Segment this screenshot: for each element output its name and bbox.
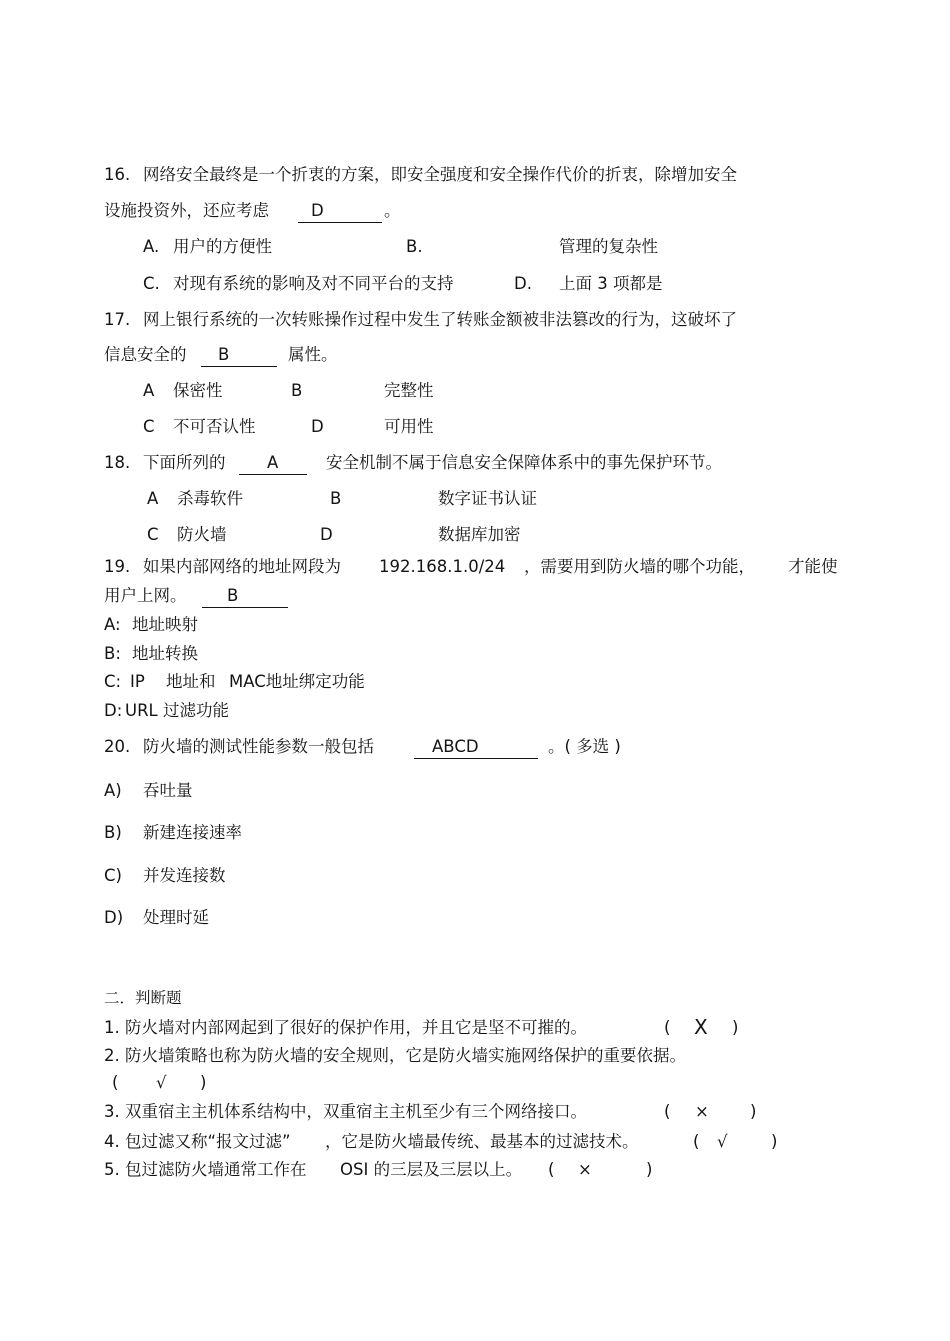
answer-blank — [201, 344, 277, 367]
question-number: 18. — [104, 453, 131, 472]
answer-value: A — [267, 453, 279, 472]
question-number: 20. — [104, 737, 131, 756]
question-text: ，需要用到防火墙的哪个功能， — [524, 557, 755, 576]
option-letter: C — [147, 525, 159, 544]
option-letter: B — [330, 489, 342, 508]
tf-paren-open: ( — [664, 1018, 671, 1037]
tf-mark: × — [578, 1160, 592, 1179]
option-text: 完整性 — [384, 381, 434, 400]
answer-value: D — [311, 201, 324, 220]
option-letter: D — [311, 417, 324, 436]
option-letter: B: — [104, 644, 121, 663]
option-text: 新建连接速率 — [143, 823, 242, 842]
tf-paren-close: ) — [200, 1073, 207, 1092]
option-letter: A) — [104, 781, 122, 800]
answer-blank — [414, 736, 538, 759]
ip-address: 192.168.1.0/24 — [379, 557, 506, 576]
question-number: 16. — [104, 165, 131, 184]
option-text: 用户的方便性 — [173, 237, 272, 256]
question-text-cont: 用户上网。 — [104, 586, 187, 605]
option-letter: A: — [104, 615, 121, 634]
option-text: IP — [130, 672, 145, 691]
answer-blank — [239, 452, 307, 475]
option-letter: D) — [104, 908, 124, 927]
tf-paren-open: ( — [664, 1102, 671, 1121]
tf-paren-close: ) — [750, 1102, 757, 1121]
answer-value: ABCD — [432, 737, 479, 756]
answer-value: B — [218, 345, 230, 364]
option-letter: B. — [406, 237, 423, 256]
option-text: MAC地址绑定功能 — [229, 672, 365, 691]
option-letter: B — [291, 381, 303, 400]
tf-statement: 4. 包过滤又称“报文过滤” — [104, 1132, 291, 1151]
section-title: 二．判断题 — [104, 989, 182, 1007]
option-letter: D: — [104, 701, 123, 720]
tf-statement: 2. 防火墙策略也称为防火墙的安全规则，它是防火墙实施网络保护的重要依据。 — [104, 1046, 686, 1065]
option-text: 地址转换 — [132, 644, 198, 663]
tf-paren-close: ) — [646, 1160, 653, 1179]
option-letter: A. — [143, 237, 160, 256]
option-letter: C) — [104, 866, 122, 885]
option-text: 地址映射 — [132, 615, 198, 634]
question-text: 防火墙的测试性能参数一般包括 — [143, 737, 374, 756]
tf-paren-close: ) — [732, 1018, 739, 1037]
tf-mark: X — [694, 1015, 708, 1039]
option-letter: C: — [104, 672, 122, 691]
tf-mark: × — [695, 1102, 709, 1121]
option-text: 吞吐量 — [143, 781, 193, 800]
option-text: 可用性 — [384, 417, 434, 436]
question-text: 下面所列的 — [143, 453, 226, 472]
question-text: 网上银行系统的一次转账操作过程中发生了转账金额被非法篡改的行为，这破坏了 — [143, 310, 737, 329]
answer-value: B — [227, 586, 239, 605]
question-number: 17. — [104, 310, 131, 329]
question-text: 才能使 — [788, 557, 838, 576]
question-end: 。( 多选 ) — [548, 737, 621, 756]
tf-paren-close: ) — [771, 1132, 778, 1151]
question-end: 。 — [384, 201, 401, 220]
tf-statement-cont: ，它是防火墙最传统、最基本的过滤技术。 — [325, 1132, 639, 1151]
option-letter: A — [143, 381, 155, 400]
option-text: 杀毒软件 — [177, 489, 243, 508]
tf-mark: √ — [156, 1073, 167, 1092]
option-text: 数字证书认证 — [438, 489, 537, 508]
tf-statement: 5. 包过滤防火墙通常工作在 — [104, 1160, 307, 1179]
option-text: 保密性 — [173, 381, 223, 400]
question-number: 19. — [104, 557, 131, 576]
option-text: 管理的复杂性 — [559, 237, 658, 256]
option-letter: C. — [143, 274, 160, 293]
option-text: 不可否认性 — [173, 417, 256, 436]
question-text-cont: 信息安全的 — [104, 345, 187, 364]
option-text: 处理时延 — [143, 908, 209, 927]
option-letter: B) — [104, 823, 122, 842]
tf-statement: 1. 防火墙对内部网起到了很好的保护作用，并且它是坚不可摧的。 — [104, 1018, 587, 1037]
tf-paren-open: ( — [548, 1160, 555, 1179]
option-letter: D. — [514, 274, 532, 293]
option-text: 对现有系统的影响及对不同平台的支持 — [173, 274, 454, 293]
tf-mark: √ — [717, 1132, 728, 1151]
question-text-cont: 设施投资外，还应考虑 — [104, 201, 269, 220]
option-text: 防火墙 — [177, 525, 227, 544]
option-text: 上面 3 项都是 — [559, 274, 663, 293]
question-text: 如果内部网络的地址网段为 — [143, 557, 341, 576]
option-letter: C — [143, 417, 155, 436]
tf-statement: 3. 双重宿主主机体系结构中，双重宿主主机至少有三个网络接口。 — [104, 1102, 587, 1121]
answer-blank — [202, 585, 288, 608]
option-text: 地址和 — [166, 672, 216, 691]
option-text: URL 过滤功能 — [125, 701, 229, 720]
tf-statement-cont: OSI 的三层及三层以上。 — [340, 1160, 523, 1179]
question-text: 网络安全最终是一个折衷的方案，即安全强度和安全操作代价的折衷，除增加安全 — [143, 165, 737, 184]
option-text: 数据库加密 — [438, 525, 521, 544]
option-letter: A — [147, 489, 159, 508]
tf-paren-open: ( — [112, 1073, 119, 1092]
option-text: 并发连接数 — [143, 866, 226, 885]
option-letter: D — [320, 525, 333, 544]
question-end: 安全机制不属于信息安全保障体系中的事先保护环节。 — [326, 453, 722, 472]
answer-blank — [298, 200, 382, 223]
tf-paren-open: ( — [693, 1132, 700, 1151]
question-end: 属性。 — [288, 345, 338, 364]
